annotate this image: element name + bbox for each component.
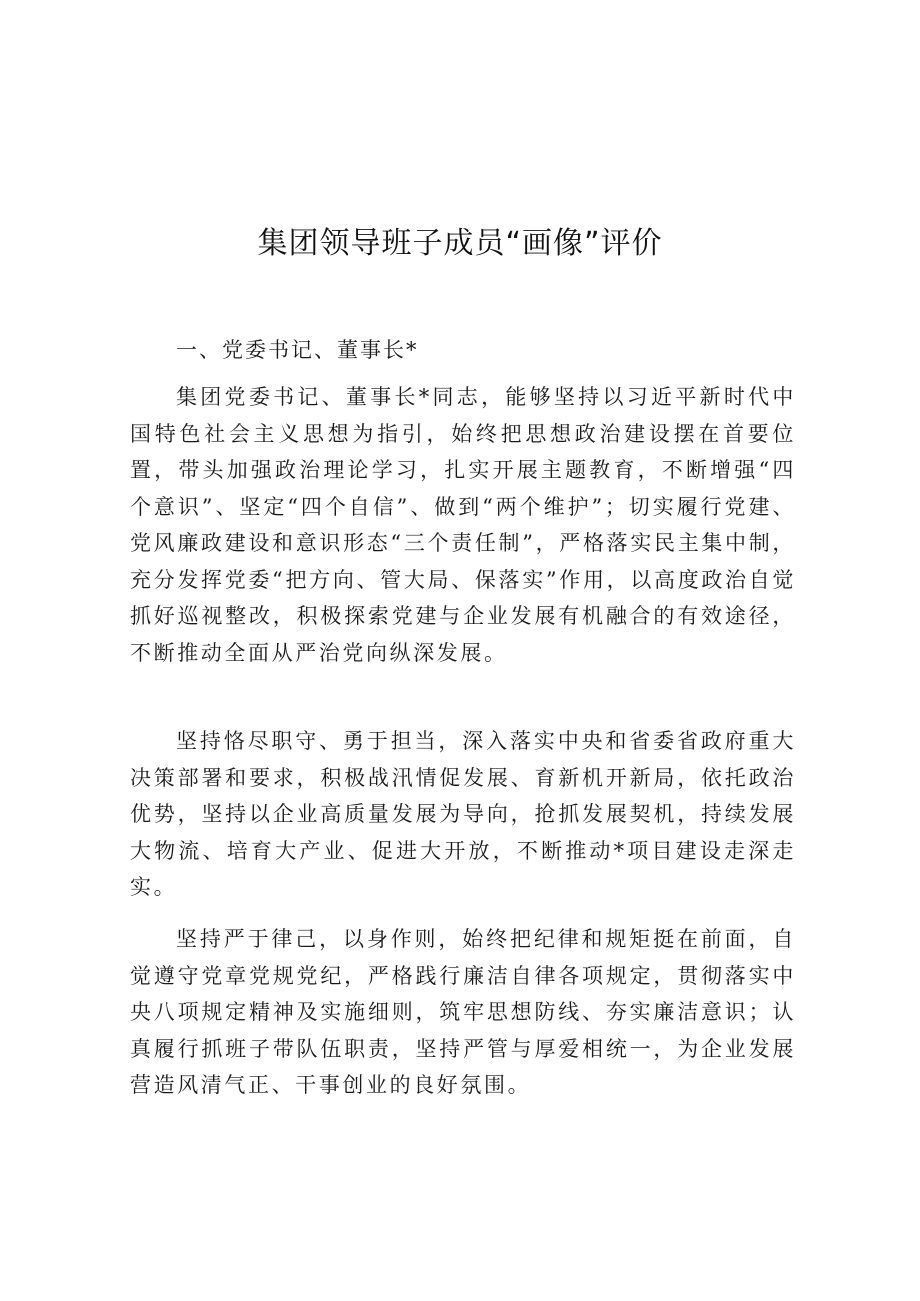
document-title: 集团领导班子成员“画像”评价 bbox=[257, 226, 663, 261]
paragraph-duty-responsibility: 坚持恪尽职守、勇于担当，深入落实中央和省委省政府重大决策部署和要求，积极战汛情促发展、育新机开新局，依托政治优势，坚持以企业高质量发展为导向，抢抓发展契机，持续发展大物流、培育大产业、促进大开放，不断推动*项目建设走深走实。 bbox=[130, 729, 796, 899]
section-heading: 一、党委书记、董事长* bbox=[176, 338, 419, 362]
paragraph-self-discipline: 坚持严于律己，以身作则，始终把纪律和规矩挺在前面，自觉遵守党章党规党纪，严格践行廉洁自律各项规定，贯彻落实中央八项规定精神及实施细则，筑牢思想防线、夯实廉洁意识；认真履行抓班子带队伍职责，坚持严管与厚爱相统一，为企业发展营造风清气正、干事创业的良好氛围。 bbox=[130, 927, 796, 1097]
paragraph-political-leadership: 集团党委书记、董事长*同志，能够坚持以习近平新时代中国特色社会主义思想为指引，始终把思想政治建设摆在首要位置，带头加强政治理论学习，扎实开展主题教育，不断增强“四个意识”、坚定“四个自信”、做到“两个维护”；切实履行党建、党风廉政建设和意识形态“三个责任制”，严格落实民主集中制，充分发挥党委“把方向、管大局、保落实”作用，以高度政治自觉抓好巡视整改，积极探索党建与企业发展有机融合的有效途径，不断推动全面从严治党向纵深发展。 bbox=[130, 385, 796, 665]
